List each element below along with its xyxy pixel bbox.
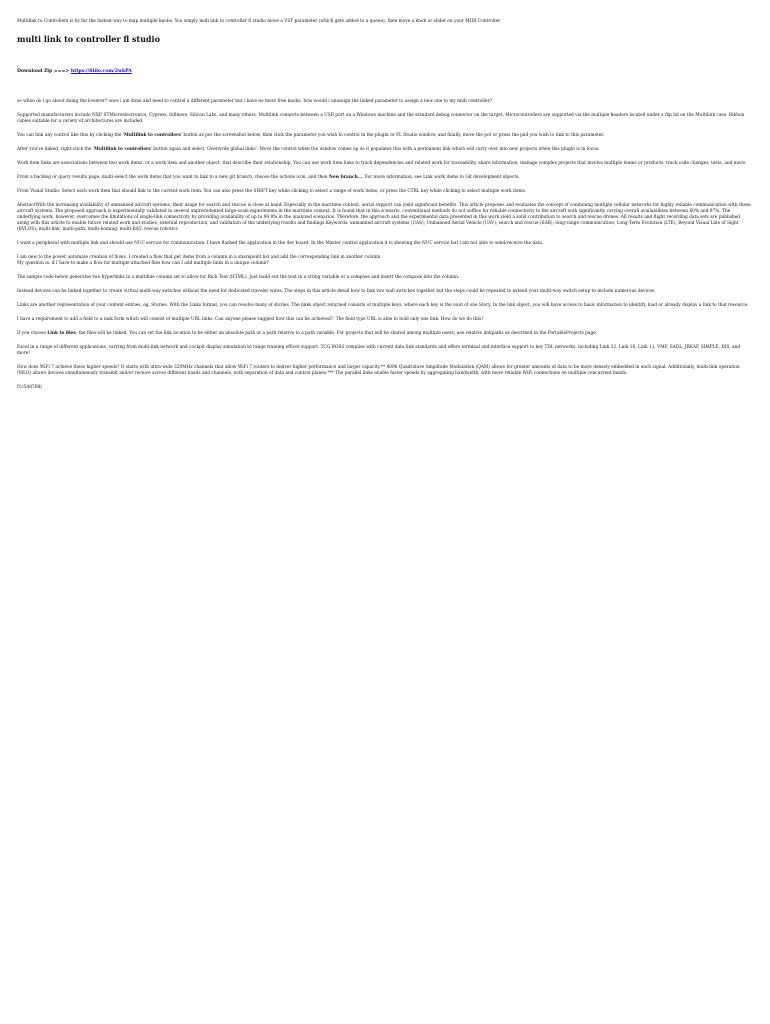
text-run: If you choose xyxy=(17,331,48,336)
paragraph: The sample code below generates two hyperlinks in a multiline column set to allow for Rich Text (HTML). Just build out the text in a string variable or a compose and insert the compose into the column. xyxy=(17,275,460,280)
paragraph: so whoe do i go about doing the lowerer? once i am done and need to control a different parameter but i have no more free knobs, how would i unassign the linked parameter to assign a new one to my midi controller? xyxy=(17,99,492,104)
intro-text: Multilink to Controllers is by far the fastest way to map multiple knobs. You simply midi link to controller fl studio move a VST parameter (which gets added to a queue), then move a knob or slider on your MIDI Controller. xyxy=(17,19,502,24)
paragraph xyxy=(17,175,753,181)
bold-text: New branch... xyxy=(328,175,363,180)
paragraph: My question is: if I have to make a flow for multiple attached files how can I add multiple links in a unique column? xyxy=(17,261,269,266)
bold-text: Link to files xyxy=(47,331,76,336)
paragraph: How does WiFi 7 achieve these higher speeds? It starts with ultra-wide 320MHz channels that allow WiFi 7 routers to deliver higher performance and larger capacity.** 4096 Quadrature Amplitude Modulation (QAM) allows for greater amounts of data to be more densely embedded in each signal. Additionally, multi-link operation (MLO) allows devices simultaneously transmit and/or receive across different bands and channels, with separation of data and control planes.*** The parallel links enable faster speeds by aggregating bandwidth, with more reliable WiFi connections on multiple concurrent bands. xyxy=(17,365,740,376)
paragraph: AbstractWith the increasing availability of unmanned aircraft systems, their usage for search and rescue is close at hand. Especially in the maritime context, aerial support can yield significant benefits. This article proposes and evaluates the concept of combining multiple cellular networks for highly reliable communication with these aircraft systems. The proposed approach is experimentally validated in several unprecedented large-scale experiments in the maritime context. It is found that in this scenario, conventional methods do not suffice for reliable connectivity to the aircraft with significantly varying overall availabilities between 60% and 97%. The underlying work, however, overcomes the limitations of single-link connectivity by providing availability of up to 99.8% in the analyzed scenarios. Therefore, the approach and the experimental data presented in this work yield a solid contribution to search and rescue drones. All results and flight recording data sets are published along with this article to enable future related work and studies, external reproduction, and validation of the underlying results and findings.Keywords: unmanned aircraft systems (UAS); Unmanned Aerial Vehicle (UAV); search and rescue (SAR); long-range communication; Long-Term Evolution (LTE); Beyond Visual Line of Sight (BVLOS); multi-link; multi-path; multi-homing; multi-RAT; rescue robotics xyxy=(17,203,751,232)
paragraph xyxy=(17,147,753,153)
text-run: ' button again and select 'Overwrite global links'. Move the control when the window comes up so it populates this with a permanent link which will carry over into new projects when this plugin is in focus. xyxy=(150,147,600,152)
paragraph: From Visual Studio: Select each work item that should link to the current work item. You can also press the SHIFT key while clicking to select a range of work items, or press the CTRL key while clicking to select multiple work items. xyxy=(17,189,527,194)
text-run: . For more information, see Link work items to Git development objects. xyxy=(362,175,520,180)
article xyxy=(0,0,770,391)
page-title: multi link to controller fl studio xyxy=(17,34,160,44)
text-run: , the files will be linked. You can set the link location to be either an absolute path or a path relative to a path variable. For projects that will be shared among multiple users, use relative linkpaths as described in the PortableProjects page. xyxy=(75,331,598,336)
download-label: Download Zip ===> xyxy=(17,69,70,74)
paragraph: I am new to the power automate creation of flows. I created a flow that get items from a column in a sharepoint list and add the corresponding link in another column. xyxy=(17,255,382,260)
paragraph: Excel in a range of different applications, varying from multi-link network and cockpit display simulation to range training officer support. TCG BOSS complies with current data link standards and offers terminal and interface support to key TDL networks, including Link 22, Link 16, Link 11, VMF, SADL, JREAP, SIMPLE, DIS, and more! xyxy=(17,345,741,356)
paragraph: I want a peripheral with multiple link and should use NUC service for communication. I have flashed the application in the dev board. In the Master control application it is showing the NUC service but i am not able to send/receive the data. xyxy=(17,241,544,246)
text-run: ' button as per the screenshot below, then click the parameter you wish to control in the plugin or FL Studio window, and finally, move the pot or press the pad you wish to link to this parameter. xyxy=(180,133,605,138)
paragraph: Instead devices can be linked together to create virtual multi-way switches without the need for dedicated traveler wires. The steps in this article detail how to link two wall switches together but the steps could be repeated to extend your multi-way switch setup to include numerous devices. xyxy=(17,289,656,294)
text-run: After you've linked, right-click the ' xyxy=(17,147,94,152)
footer-code: f1c5487f8b xyxy=(17,385,42,390)
paragraph xyxy=(17,331,753,337)
paragraph: Supported manufacturers include NXP, STMicroelectronics, Cypress, Infineon, Silicon Labs, and many others. Multilink connects between a USB port on a Windows machine and the standard debug connector on the target. Microcontrollers are supported via the multiple headers located under a flip lid on the Multilink case. Ribbon cables suitable for a variety of architectures are included. xyxy=(17,113,745,124)
text-run: You can link any control like this by clicking the ' xyxy=(17,133,125,138)
text-run: From a backlog or query results page, multi-select the work items that you want to link to a new git branch, choose the actions icon, and then xyxy=(17,175,329,180)
paragraph: Links are another representation of your content entries, eg. Stories. With the Links format, you can resolve many of stories. The links object returned consists of multiple keys, where each key is the uuid of one Story. In the link object, you will have access to basic information to identify, load or already display a link to that resource. xyxy=(17,303,749,308)
paragraph xyxy=(17,133,753,139)
paragraph: I have a requirement to add a field to a task form which will consist of multiple URL links. Can anyone please suggest how this can be achieved?. The field type URL is able to hold only one link. How do we do this? xyxy=(17,317,484,322)
bold-text: Multilink to controllers xyxy=(94,147,151,152)
download-link[interactable]: https://fililo.com/2wkPA xyxy=(70,69,132,74)
bold-text: Multilink to controllers xyxy=(124,133,181,138)
paragraph: Work item links are associations between two work items, or a work item and another object, that describe their relationship. You can use work item links to track dependencies and related work for traceability, share information, manage complex projects that involve multiple teams or products, track code changes, tests, and more. xyxy=(17,161,747,166)
download-line xyxy=(17,69,753,75)
